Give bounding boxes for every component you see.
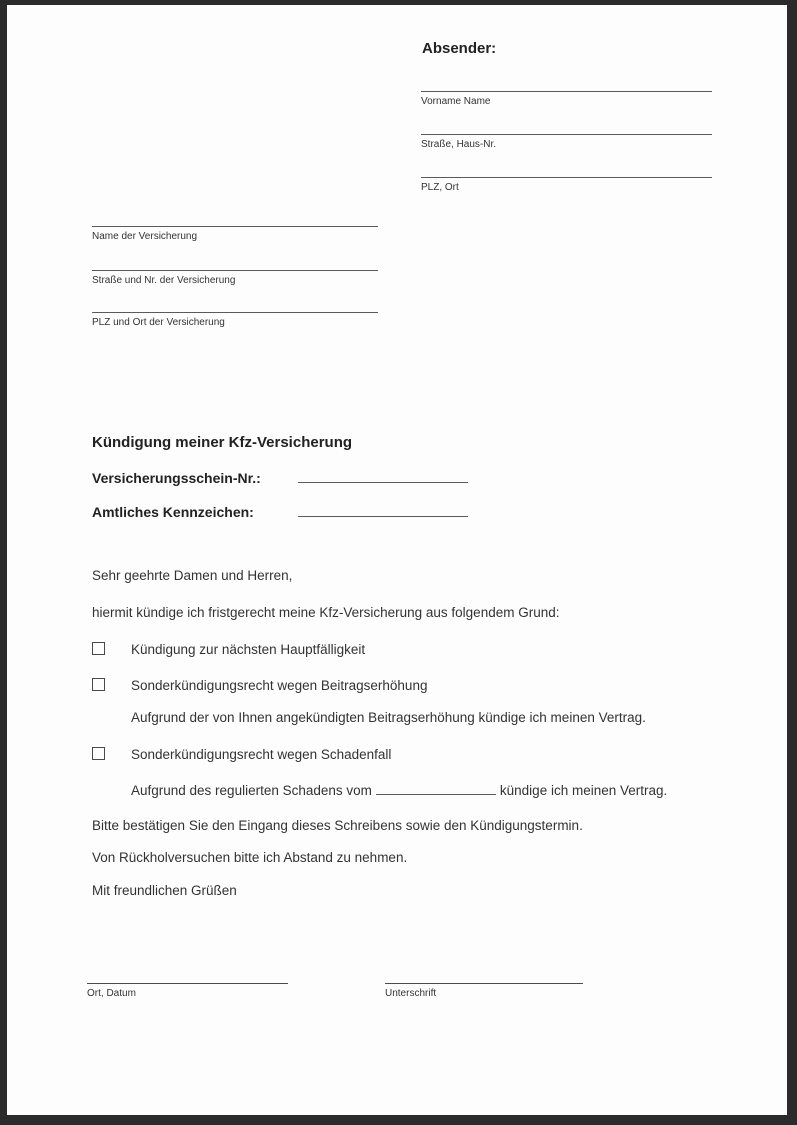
checkbox-claim-event[interactable]	[92, 747, 105, 760]
signature-field	[385, 983, 583, 999]
place-date-label: Ort, Datum	[87, 988, 136, 999]
sender-street-input-line[interactable]	[421, 134, 712, 135]
intro-paragraph: hiermit kündige ich fristgerecht meine Kfz-Versicherung aus folgendem Grund:	[92, 605, 560, 620]
sender-heading: Absender:	[422, 40, 497, 57]
reason-premium-increase-label: Sonderkündigungsrecht wegen Beitragserhöhung	[131, 678, 428, 693]
sender-name-field	[421, 91, 712, 107]
closing: Mit freundlichen Grüßen	[92, 883, 237, 898]
checkbox-next-due-date[interactable]	[92, 642, 105, 655]
sender-city-label: PLZ, Ort	[421, 182, 459, 193]
subject-line: Kündigung meiner Kfz-Versicherung	[92, 434, 353, 451]
sender-street-label: Straße, Haus-Nr.	[421, 139, 497, 150]
salutation: Sehr geehrte Damen und Herren,	[92, 568, 293, 583]
claim-date-input-line[interactable]	[376, 783, 496, 795]
reason-claim-event-detail	[131, 783, 667, 798]
policy-number-row	[92, 469, 468, 486]
place-date-field	[87, 983, 288, 999]
recipient-city-label: PLZ und Ort der Versicherung	[92, 317, 225, 328]
letter-page	[7, 5, 787, 1115]
reason-premium-increase-detail: Aufgrund der von Ihnen angekündigten Beitragserhöhung kündige ich meinen Vertrag.	[131, 710, 646, 725]
recipient-name-label: Name der Versicherung	[92, 231, 198, 242]
license-plate-label: Amtliches Kennzeichen:	[92, 504, 254, 520]
recipient-street-label: Straße und Nr. der Versicherung	[92, 275, 236, 286]
recipient-name-input-line[interactable]	[92, 226, 378, 227]
place-date-input-line[interactable]	[87, 983, 288, 984]
retention-note: Von Rückholversuchen bitte ich Abstand zu nehmen.	[92, 850, 408, 865]
sender-city-field	[421, 177, 712, 193]
signature-input-line[interactable]	[385, 983, 583, 984]
recipient-street-field	[92, 270, 378, 286]
reason-next-due-date-label: Kündigung zur nächsten Hauptfälligkeit	[131, 642, 366, 657]
claim-detail-after: kündige ich meinen Vertrag.	[499, 783, 668, 798]
signature-label: Unterschrift	[385, 988, 437, 999]
license-plate-row	[92, 503, 468, 520]
sender-name-label: Vorname Name	[421, 96, 491, 107]
policy-number-label: Versicherungsschein-Nr.:	[92, 470, 261, 486]
checkbox-premium-increase[interactable]	[92, 678, 105, 691]
recipient-name-field	[92, 226, 378, 242]
sender-city-input-line[interactable]	[421, 177, 712, 178]
recipient-city-input-line[interactable]	[92, 312, 378, 313]
claim-detail-before: Aufgrund des regulierten Schadens vom	[131, 783, 372, 798]
confirmation-request: Bitte bestätigen Sie den Eingang dieses Schreibens sowie den Kündigungstermin.	[92, 818, 583, 833]
sender-name-input-line[interactable]	[421, 91, 712, 92]
recipient-street-input-line[interactable]	[92, 270, 378, 271]
reason-claim-event-label: Sonderkündigungsrecht wegen Schadenfall	[131, 747, 392, 762]
policy-number-input-line[interactable]	[298, 469, 468, 483]
sender-street-field	[421, 134, 712, 150]
recipient-city-field	[92, 312, 378, 328]
license-plate-input-line[interactable]	[298, 503, 468, 517]
